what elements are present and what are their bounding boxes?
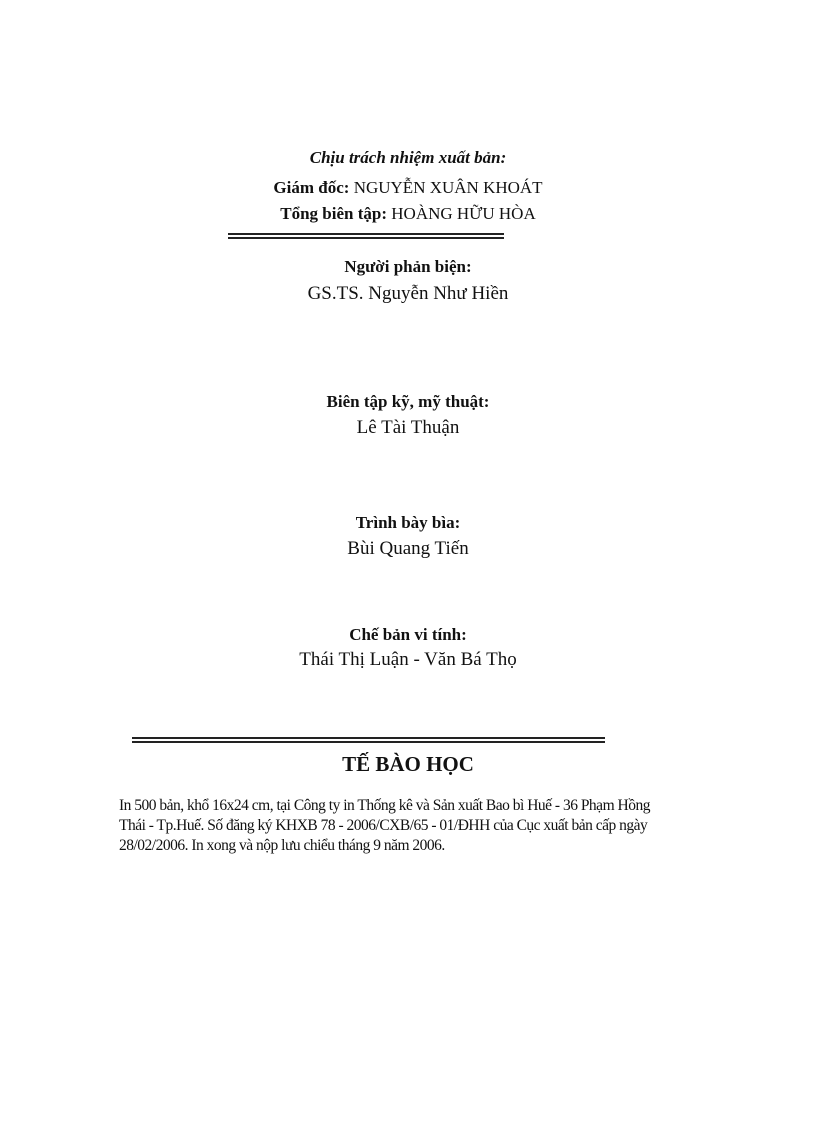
top-double-rule: [228, 233, 504, 239]
typesetting-label: Chế bản vi tính:: [349, 625, 467, 644]
publisher-responsibility-heading: Chịu trách nhiệm xuất bản:: [309, 148, 507, 167]
editor-in-chief-line: [0, 204, 816, 224]
director-line: [0, 178, 816, 198]
imprint-line: 28/02/2006. In xong và nộp lưu chiểu tháng 9 năm 2006.: [119, 837, 445, 854]
imprint-paragraph: [119, 796, 699, 856]
editor-in-chief-name: HOÀNG HỮU HÒA: [391, 204, 536, 223]
art-editor-label: Biên tập kỹ, mỹ thuật:: [326, 392, 490, 411]
cover-design-label: Trình bày bìa:: [355, 513, 461, 532]
typesetting-names: Thái Thị Luận - Văn Bá Thọ: [299, 649, 517, 670]
reviewer-label: Người phản biện:: [344, 257, 472, 276]
art-editor-name: Lê Tài Thuận: [356, 417, 460, 438]
book-title: TẾ BÀO HỌC: [342, 752, 474, 776]
director-name: NGUYỄN XUÂN KHOÁT: [353, 178, 543, 197]
imprint-line: In 500 bản, khổ 16x24 cm, tại Công ty in Thống kê và Sản xuất Bao bì Huế - 36 Phạm Hồng: [119, 797, 650, 814]
cover-designer-name: Bùi Quang Tiến: [347, 538, 469, 559]
imprint-line: Thái - Tp.Huế. Số đăng ký KHXB 78 - 2006/CXB/65 - 01/ĐHH của Cục xuất bản cấp ngày: [119, 817, 648, 834]
bottom-double-rule: [132, 737, 605, 743]
director-label: Giám đốc:: [273, 178, 350, 197]
reviewer-name: GS.TS. Nguyễn Như Hiền: [307, 283, 509, 304]
editor-in-chief-label: Tổng biên tập:: [280, 204, 388, 223]
